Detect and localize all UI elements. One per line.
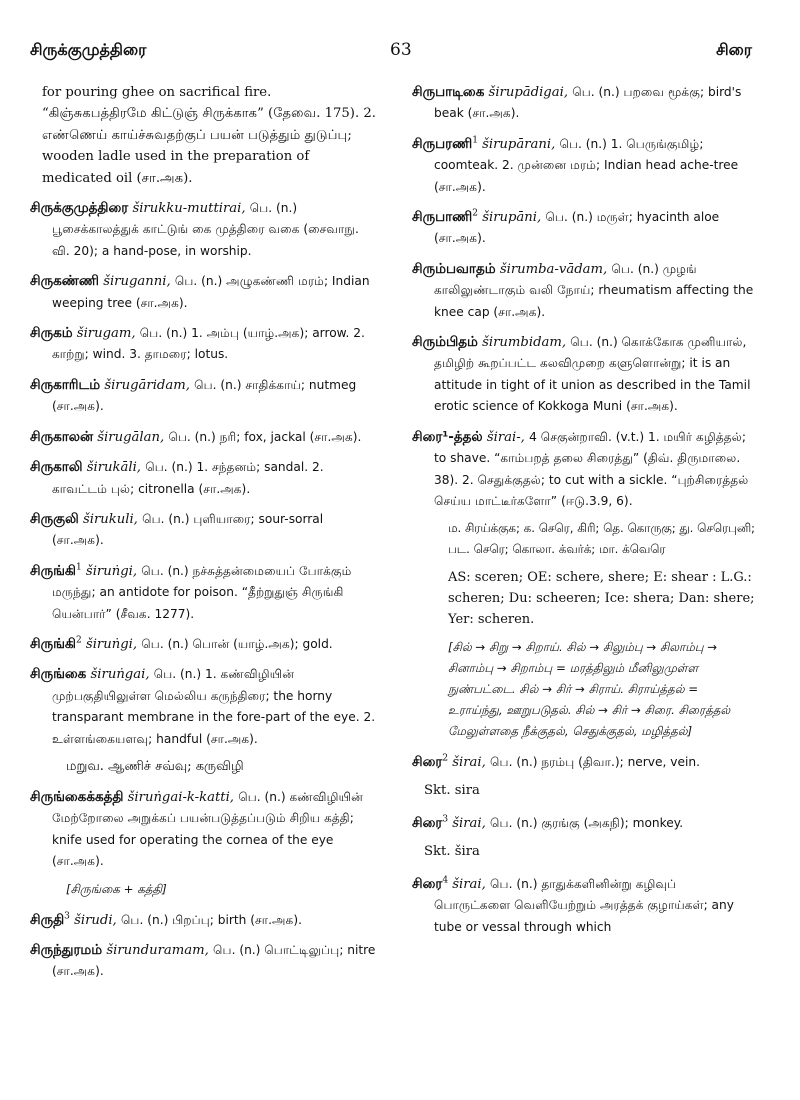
right-column [412,82,756,947]
dictionary-entry [30,634,378,655]
sanskrit-note: Skt. šira [424,843,480,859]
headword: சிரை [412,815,443,832]
definition: பெ. (n.) தாதுக்களினின்று கழிவுப் பொருட்களை வெளியேற்றும் அரத்தக் குழாய்கள்; any tube or vessal through which [434,876,734,934]
homonym-number: 4 [442,875,449,886]
dictionary-entry [30,910,378,931]
transliteration: širuṅgi, [85,563,138,579]
dictionary-entry [412,427,756,513]
continued-entry-text: for pouring ghee on sacrifical fire. “கிஞ்சுகபத்திரமே கிட்டுஞ் சிருக்காக” (தேவை. 175). 2. எண்ணெய் காய்ச்சுவதற்குப் பயன் படுத்தும் துடுப்பு; wooden ladle used in the preparation of medicated oil (சா.அக). [42,85,376,186]
headword: சிருகாலன் [30,428,94,445]
transliteration: širai-, [486,429,525,445]
headword: சிருகண்ணி [30,273,99,290]
transliteration: širuṅgi, [85,636,138,652]
dictionary-entry [30,198,378,262]
dictionary-entry [30,509,378,552]
headword: சிரை [412,875,443,892]
sanskrit-note: Skt. sira [424,782,480,798]
transliteration: širupādigai, [488,85,569,100]
headword: சிருகம் [30,325,73,342]
left-column [30,82,378,992]
headword: சிரை¹-த்தல் [412,428,483,445]
headword: சிரை [412,754,443,771]
headword: சிருங்கைக்கத்தி [30,788,124,805]
definition: பெ. (n.) புளியாரை; sour-sorral (சா.அக). [52,511,324,548]
header-last-headword: சிரை [716,40,752,59]
homonym-number: 2 [472,208,478,219]
headword: சிருகாலி [30,459,83,476]
transliteration: širai, [452,816,486,832]
transliteration: širukku-muttirai, [132,201,246,217]
dictionary-entry [412,332,756,418]
dictionary-entry [412,207,756,250]
dictionary-entry [412,874,756,938]
headword: சிருக்குமுத்திரை [30,200,129,217]
running-header [30,40,752,70]
dictionary-entry [30,375,378,418]
definition: பெ. (n.) சாதிக்காய்; nutmeg (சா.அக). [52,377,357,414]
definition: பெ. (n.) கொக்கோக முனியால், தமிழிற் கூறப்பட்ட கலவிமுறை களுளொன்று; it is an attitude in tight of it union as described in the Tamil erotic science of Kokkoga Muni (சா.அக). [434,335,751,414]
definition: பெ. (n.) நச்சுத்தன்மையைப் போக்கும் மருந்து; an antidote for poison. “தீற்றுதுஞ் சிருங்கி யென்பார்” (சீவக. 1277). [52,563,352,621]
dictionary-entry [30,271,378,314]
definition: பெ. (n.) நரம்பு (திவா.); nerve, vein. [490,755,700,770]
definition: 4 செகுன்றாவி. (v.t.) 1. மயிர் கழித்தல்; to shave. “காம்பறத் தலை சிரைத்து” (திவ். திருமாலை. 38). 2. செதுக்குதல்; to cut with a sickle. “புற்சிரைத்தல் செய்ய மாட்டீர்களோ” (ஈடு.3.9, 6). [434,429,749,508]
dictionary-entry [30,940,378,983]
transliteration: širukuli, [82,511,138,527]
foreign-cognates: AS: sceren; OE: schere, shere; E: shear : L.G.: scheren; Du: scheeren; Ice: shera; Dan: shere; Yer: scheren. [448,570,755,628]
transliteration: širuṅgai-k-katti, [127,789,234,805]
headword: சிருந்துரமம் [30,942,103,958]
transliteration: širupārani, [482,136,556,152]
headword: சிருங்கி [30,562,76,579]
headword: சிருதி [30,911,65,928]
definition: பெ. (n.) பிறப்பு; birth (சா.அக). [120,912,302,927]
definition: பெ. (n.) அழுகண்ணி மரம்; Indian weeping tree (சா.அக). [52,274,370,310]
definition: பெ. (n.) மருள்; hyacinth aloe (சா.அக). [434,210,720,246]
definition: பெ. (n.) பொட்டிலுப்பு; nitre (சா.அக). [52,943,376,979]
definition: பெ. (n.) பறவை மூக்கு; bird's beak (சா.அக). [434,85,742,121]
definition: பெ. (n.) 1. கண்விழியின் முற்பகுதியிலுள்ள மெல்லிய கருந்திரை; the horny transparant membrane in the fore-part of the eye. 2. உள்ளங்கையளவு; handful (சா.அக). [52,667,376,746]
headword: சிருங்கி [30,635,76,652]
definition: பெ. (n.) குரங்கு (அகநி); monkey. [490,816,684,831]
definition: பெ. (n.) 1. சந்தனம்; sandal. 2. காவட்டம் புல்; citronella (சா.அக). [52,460,324,496]
headword: சிருபாடிகை [412,84,485,100]
etymology-note: [சில் → சிறு → சிறாய். சில் → சிலும்பு → சிலாம்பு → சினாம்பு → சிறாம்பு = மரத்திலும் மீனிலுமுள்ள நுண்பட்டை. சில் → சிர் → சிராய். சிராய்த்தல் = உராய்ந்து, ஊறுபடுதல். சில் → சிர் → சிரை. சிரைத்தல் மேலுள்ளதை நீக்குதல், செதுக்குதல், மழித்தல்] [448,640,731,739]
homonym-number: 3 [64,911,70,922]
headword: சிருபரணி [412,135,473,152]
dictionary-entry [412,82,756,125]
definition: பெ. (n.) நரி; fox, jackal (சா.அக). [168,429,362,444]
transliteration: širai, [452,755,486,771]
transliteration: širuganni, [103,274,171,290]
headword: சிரும்பிதம் [412,334,478,351]
dictionary-entry [30,323,378,366]
dictionary-entry [412,752,756,773]
definition: பெ. (n.) பொன் (யாழ்.அக); gold. [141,636,333,651]
transliteration: širugam, [76,326,136,342]
headword: சிருகுலி [30,510,79,527]
dictionary-entry [412,813,756,834]
dictionary-entry [30,427,378,448]
transliteration: širupāni, [482,210,542,226]
homonym-number: 2 [442,753,449,764]
dictionary-entry [30,787,378,873]
headword: சிருங்கை [30,666,87,683]
page-number: 63 [390,40,412,60]
transliteration: širuṅgai, [90,667,150,683]
dictionary-entry [30,561,378,625]
etymology-note: [சிருங்கை + கத்தி] [66,881,167,896]
definition: பெ. (n.) முழங் காலிலுண்டாகும் வலி நோய்; rheumatism affecting the knee cap (சா.அக). [434,261,754,319]
headword: சிரும்பவாதம் [412,260,496,277]
definition: பெ. (n.) 1. பெருங்குமிழ்; coomteak. 2. முன்னை மரம்; Indian head ache-tree (சா.அக). [434,136,739,194]
transliteration: širukāli, [86,460,141,476]
definition: பெ. (n.) 1. அம்பு (யாழ்.அக); arrow. 2. காற்று; wind. 3. தாமரை; lotus. [52,326,365,362]
homonym-number: 1 [75,562,82,573]
homonym-number: 2 [75,635,82,646]
transliteration: širudi, [74,912,117,928]
definition: பெ. (n.) கண்விழியின் மேற்றோலை அறுக்கப் பயன்படுத்தப்படும் சிறிய கத்தி; knife used for operating the cornea of the eye (சா.அக). [52,789,363,869]
homonym-number: 3 [442,814,449,825]
transliteration: širumbidam, [482,335,567,351]
transliteration: širai, [452,876,486,892]
dictionary-entry [30,664,378,750]
transliteration: širunduramam, [106,943,209,958]
cognates-note: ம. சிரய்க்குக; க. செரெ, கிரி; தெ. கொருகு; து. செரெபுனி; பட. செரெ; கொலா. க்வர்க்; மா. க்வெரெ [448,521,756,557]
transliteration: širugālan, [97,429,165,445]
transliteration: širumba-vādam, [499,261,608,277]
dictionary-entry [30,457,378,500]
synonym-note: மறுவ. ஆணிச் சவ்வு; கருவிழி [66,758,244,774]
headword: சிருகாரிடம் [30,376,101,393]
definition: பெ. (n.) பூசைக்காலத்துக் காட்டுங் கை முத்திரை வகை (சைவாநு. வி. 20); a hand-pose, in worship. [52,201,359,258]
header-first-headword: சிருக்குமுத்திரை [30,40,147,59]
homonym-number: 1 [472,135,478,146]
headword: சிருபாணி [412,209,473,226]
dictionary-entry [412,259,756,323]
dictionary-entry [412,134,756,198]
transliteration: širugāridam, [104,377,190,393]
